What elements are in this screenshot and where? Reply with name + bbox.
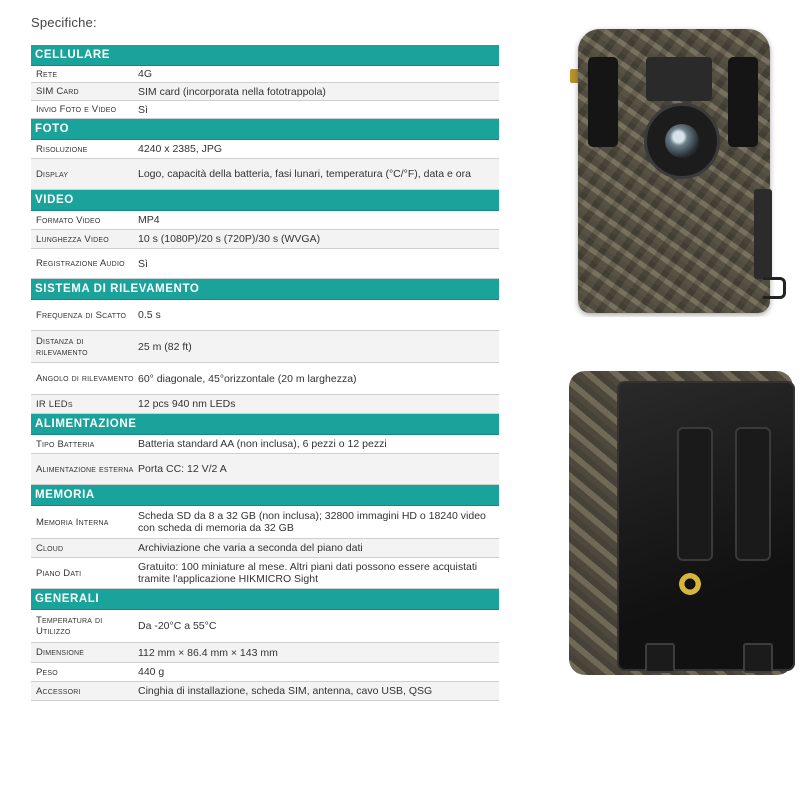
spec-value: Sì <box>138 103 148 116</box>
spec-label: Piano Dati <box>36 567 82 579</box>
spec-row-memoria-interna <box>31 506 499 539</box>
spec-row-angolo-rilevamento <box>31 363 499 395</box>
spec-row-peso <box>31 663 499 682</box>
spec-label: IR LEDs <box>36 398 73 410</box>
spec-row-formato-video <box>31 211 499 230</box>
spec-value: Gratuito: 100 miniature al mese. Altri piani dati possono essere acquistati tramite l'applicazione HIKMICRO Sight <box>138 561 478 585</box>
spec-value: Logo, capacità della batteria, fasi lunari, temperatura (°C/°F), data e ora <box>138 168 471 180</box>
spec-row-rete <box>31 66 499 83</box>
camera-back-body <box>569 371 793 675</box>
bottom-clip-right <box>743 643 773 673</box>
spec-value: Archiviazione che varia a seconda del piano dati <box>138 542 363 554</box>
spec-label: Angolo di rilevamento <box>36 373 134 384</box>
ir-panel-left <box>588 57 618 147</box>
camera-back-photo <box>557 365 800 680</box>
spec-label: Dimensione <box>36 647 85 658</box>
camera-front-photo <box>564 21 800 317</box>
spec-value: Cinghia di installazione, scheda SIM, antenna, cavo USB, QSG <box>138 685 433 697</box>
lock-loop <box>763 277 786 299</box>
spec-row-frequenza-scatto <box>31 300 499 331</box>
spec-row-risoluzione <box>31 140 499 159</box>
spec-row-sim-card <box>31 83 499 101</box>
spec-label: Memoria Interna <box>36 516 109 528</box>
mounting-plate <box>617 381 795 671</box>
spec-row-distanza-rilevamento <box>31 331 499 363</box>
spec-label: Peso <box>36 666 58 678</box>
spec-row-temperatura-utilizzo <box>31 610 499 643</box>
section-header-generali: GENERALI <box>31 589 499 610</box>
spec-value: MP4 <box>138 214 160 226</box>
section-header-sistema-rilevamento: SISTEMA DI RILEVAMENTO <box>31 279 499 300</box>
side-latch <box>754 189 772 279</box>
spec-label: Formato Video <box>36 214 101 226</box>
spec-label: Distanza di rilevamento <box>36 335 88 358</box>
spec-value: 25 m (82 ft) <box>138 340 192 353</box>
spec-value: Batteria standard AA (non inclusa), 6 pezzi o 12 pezzi <box>138 438 387 450</box>
spec-row-accessori <box>31 682 499 701</box>
section-header-cellulare: CELLULARE <box>31 45 499 66</box>
section-header-foto: FOTO <box>31 119 499 140</box>
spec-value: 4G <box>138 68 153 80</box>
spec-row-piano-dati <box>31 558 499 589</box>
spec-label: SIM Card <box>36 86 79 97</box>
spec-row-invio-foto-video <box>31 101 499 119</box>
spec-value: 4240 x 2385, JPG <box>138 143 223 155</box>
spec-row-alimentazione-esterna <box>31 454 499 485</box>
page-heading: Specifiche: <box>31 15 97 30</box>
pir-sensor <box>646 57 712 101</box>
spec-row-tipo-batteria <box>31 435 499 454</box>
spec-row-display <box>31 159 499 190</box>
spec-value: 0.5 s <box>138 309 161 321</box>
spec-value: 12 pcs 940 nm LEDs <box>138 398 236 410</box>
spec-value: Sì <box>138 257 148 270</box>
spec-row-ir-leds <box>31 395 499 414</box>
strap-rail-right <box>735 427 771 561</box>
spec-label: Alimentazione esterna <box>36 463 134 475</box>
spec-value: 440 g <box>138 666 165 678</box>
spec-value: 60° diagonale, 45°orizzontale (20 m larghezza) <box>138 372 357 385</box>
section-header-memoria: MEMORIA <box>31 485 499 506</box>
spec-row-dimensione <box>31 643 499 663</box>
spec-label: Risoluzione <box>36 143 88 155</box>
spec-label: Temperatura di Utilizzo <box>36 615 103 637</box>
spec-table <box>31 45 499 701</box>
spec-label: Display <box>36 168 69 180</box>
spec-label: Rete <box>36 68 58 80</box>
spec-value: SIM card (incorporata nella fototrappola) <box>138 85 326 98</box>
spec-value: Da -20°C a 55°C <box>138 620 217 632</box>
ir-panel-right <box>728 57 758 147</box>
lens-housing <box>644 103 720 179</box>
spec-label: Registrazione Audio <box>36 258 125 269</box>
strap-rail-left <box>677 427 713 561</box>
spec-label: Cloud <box>36 542 64 554</box>
spec-label: Tipo Batteria <box>36 438 95 450</box>
camera-front-body <box>578 29 770 313</box>
spec-label: Invio Foto e Video <box>36 104 117 115</box>
spec-value: 10 s (1080P)/20 s (720P)/30 s (WVGA) <box>138 233 321 245</box>
spec-value: 112 mm × 86.4 mm × 143 mm <box>138 646 278 659</box>
section-header-alimentazione: ALIMENTAZIONE <box>31 414 499 435</box>
spec-label: Accessori <box>36 685 81 697</box>
spec-row-registrazione-audio <box>31 249 499 279</box>
spec-label: Frequenza di Scatto <box>36 309 127 321</box>
spec-row-lunghezza-video <box>31 230 499 249</box>
section-header-video: VIDEO <box>31 190 499 211</box>
spec-row-cloud <box>31 539 499 558</box>
spec-value: Scheda SD da 8 a 32 GB (non inclusa); 32800 immagini HD o 18240 video con scheda di memoria da 32 GB <box>138 510 486 534</box>
bottom-clip-left <box>645 643 675 673</box>
tripod-mount-icon <box>679 573 701 595</box>
camera-lens-icon <box>665 124 699 158</box>
spec-label: Lunghezza Video <box>36 233 109 245</box>
spec-value: Porta CC: 12 V/2 A <box>138 463 227 475</box>
